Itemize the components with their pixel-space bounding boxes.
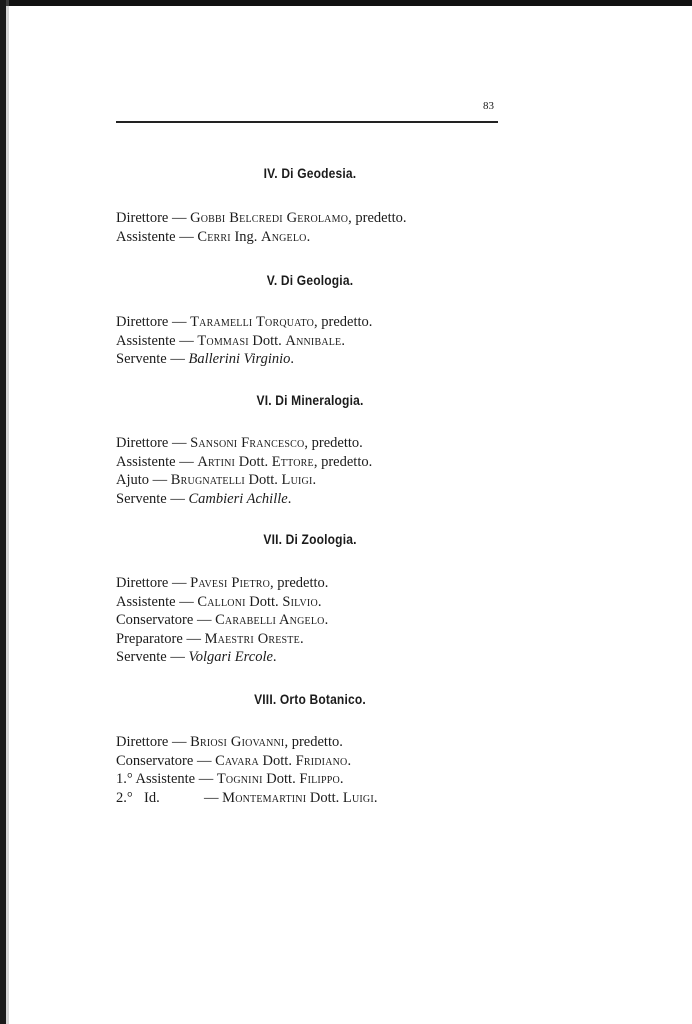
list-item xyxy=(116,434,372,453)
entry-name-italic: Volgari Ercole xyxy=(188,649,273,665)
entry-role: Direttore xyxy=(116,314,169,330)
entry-name: Filippo xyxy=(299,771,340,787)
page-number: 83 xyxy=(483,100,494,112)
list-item xyxy=(116,209,407,228)
entry-role: Direttore xyxy=(116,435,169,451)
section-list-mineralogia xyxy=(116,434,372,508)
entry-suffix: , predetto. xyxy=(270,575,329,591)
entry-name-italic: Ballerini Virginio xyxy=(188,351,291,367)
entry-suffix: , predetto. xyxy=(348,210,407,226)
list-item xyxy=(116,648,328,667)
section-list-orto-botanico xyxy=(116,733,378,807)
entry-suffix: , predetto. xyxy=(314,314,373,330)
entry-suffix: . xyxy=(287,490,292,507)
entry-name: Fridiano xyxy=(295,752,348,769)
entry-name: Sansoni Francesco xyxy=(190,435,305,451)
entry-role: Direttore xyxy=(116,210,169,226)
entry-separator: — xyxy=(152,472,168,488)
entry-title: Dott. xyxy=(306,789,343,806)
entry-separator: — xyxy=(170,649,185,665)
entry-suffix: . xyxy=(347,752,352,769)
entry-role: Ajuto xyxy=(116,472,150,488)
section-heading-geologia: V. Di Geologia. xyxy=(266,272,354,288)
entry-title: Dott. xyxy=(235,453,272,470)
entry-role: Conservatore xyxy=(116,612,194,628)
entry-name: Luigi xyxy=(281,472,313,488)
entry-role: Assistente xyxy=(116,593,176,610)
entry-role: Direttore xyxy=(116,575,169,591)
entry-role: Servente xyxy=(116,490,167,507)
section-list-zoologia xyxy=(116,574,328,667)
entry-suffix: . xyxy=(373,789,378,806)
entry-name: Taramelli Torquato xyxy=(190,314,315,330)
entry-name: Pavesi Pietro xyxy=(190,575,271,591)
list-item xyxy=(116,490,372,509)
entry-separator: — xyxy=(179,228,194,245)
entry-suffix: . xyxy=(306,228,311,245)
section-heading-geodesia: IV. Di Geodesia. xyxy=(263,165,357,181)
list-item xyxy=(116,350,372,369)
entry-title: Dott. xyxy=(258,752,296,769)
header-rule xyxy=(116,121,498,123)
list-item xyxy=(116,332,372,351)
entry-surname: Cerri xyxy=(197,228,231,245)
entry-surname: Cavara xyxy=(215,752,259,769)
entry-title: Dott. xyxy=(245,593,283,610)
entry-name-italic: Cambieri Achille xyxy=(188,490,288,507)
entry-separator: — xyxy=(171,435,187,451)
entry-suffix: . xyxy=(339,771,344,787)
entry-title: Dott. xyxy=(248,332,286,349)
section-list-geologia xyxy=(116,313,372,369)
list-item xyxy=(116,228,407,247)
list-item xyxy=(116,574,328,593)
entry-surname: Artini xyxy=(197,453,236,470)
entry-suffix: . xyxy=(324,612,329,628)
entry-suffix: . xyxy=(341,332,345,349)
list-item xyxy=(116,313,372,332)
entry-name: Gobbi Belcredi Gerolamo xyxy=(190,210,349,226)
entry-role: 1.° Assistente xyxy=(116,771,196,787)
scan-binding-shadow xyxy=(6,0,9,1024)
entry-suffix: . xyxy=(290,351,295,367)
entry-suffix: , predetto. xyxy=(304,435,363,451)
list-item xyxy=(116,611,328,630)
entry-role: Servente xyxy=(116,649,167,665)
list-item xyxy=(116,630,328,649)
entry-title: Dott. xyxy=(262,771,300,787)
entry-suffix: , predetto. xyxy=(284,734,343,750)
entry-suffix: . xyxy=(299,630,304,647)
entry-surname: Tommasi xyxy=(197,332,249,349)
entry-separator: — xyxy=(179,453,194,470)
entry-surname: Tognini xyxy=(216,771,263,787)
list-item xyxy=(116,471,372,490)
entry-role: Id. xyxy=(144,789,160,806)
entry-separator: — xyxy=(170,490,185,507)
list-item xyxy=(116,733,378,752)
entry-name: Annibale xyxy=(285,332,342,349)
entry-surname: Calloni xyxy=(197,593,246,610)
entry-name: Maestri Oreste xyxy=(204,630,300,647)
entry-separator: — xyxy=(186,630,201,647)
entry-title: Ing. xyxy=(230,228,262,245)
entry-separator: — xyxy=(196,752,212,769)
entry-name: Luigi xyxy=(342,789,374,806)
entry-surname: Brugnatelli xyxy=(170,472,245,488)
entry-separator: — xyxy=(179,593,194,610)
entry-separator: — xyxy=(179,332,194,349)
page-top-edge xyxy=(0,0,692,6)
entry-suffix: . xyxy=(272,649,277,665)
list-item xyxy=(116,770,378,789)
entry-suffix: . xyxy=(312,472,317,488)
entry-separator: — xyxy=(171,575,187,591)
entry-name: Angelo xyxy=(261,228,307,245)
section-heading-zoologia: VII. Di Zoologia. xyxy=(263,531,357,547)
entry-ordinal: 2.° xyxy=(116,789,133,806)
entry-name: Silvio xyxy=(282,593,318,610)
entry-separator: — xyxy=(171,314,187,330)
entry-role: Assistente xyxy=(116,228,176,245)
section-heading-orto-botanico: VIII. Orto Botanico. xyxy=(254,691,366,707)
entry-name: Briosi Giovanni xyxy=(190,734,285,750)
entry-separator: — xyxy=(196,612,212,628)
entry-role: Servente xyxy=(116,351,167,367)
entry-separator: — xyxy=(171,734,187,750)
entry-separator: — xyxy=(171,210,187,226)
entry-role: Assistente xyxy=(116,453,176,470)
entry-separator: — xyxy=(170,351,185,367)
entry-name: Carabelli Angelo xyxy=(215,612,325,628)
entry-role: Direttore xyxy=(116,734,169,750)
list-item xyxy=(116,453,372,472)
entry-surname: Montemartini xyxy=(222,789,307,806)
entry-suffix: , predetto. xyxy=(313,453,373,470)
entry-separator: — xyxy=(204,789,219,806)
entry-name: Ettore xyxy=(271,453,314,470)
section-list-geodesia xyxy=(116,209,407,246)
list-item xyxy=(116,752,378,771)
entry-role: Conservatore xyxy=(116,752,194,769)
list-item xyxy=(116,593,328,612)
entry-role: Preparatore xyxy=(116,630,183,647)
entry-suffix: . xyxy=(317,593,322,610)
entry-title: Dott. xyxy=(244,472,282,488)
entry-role: Assistente xyxy=(116,332,176,349)
list-item xyxy=(116,789,378,808)
entry-separator: — xyxy=(198,771,214,787)
section-heading-mineralogia: VI. Di Mineralogia. xyxy=(256,392,364,408)
